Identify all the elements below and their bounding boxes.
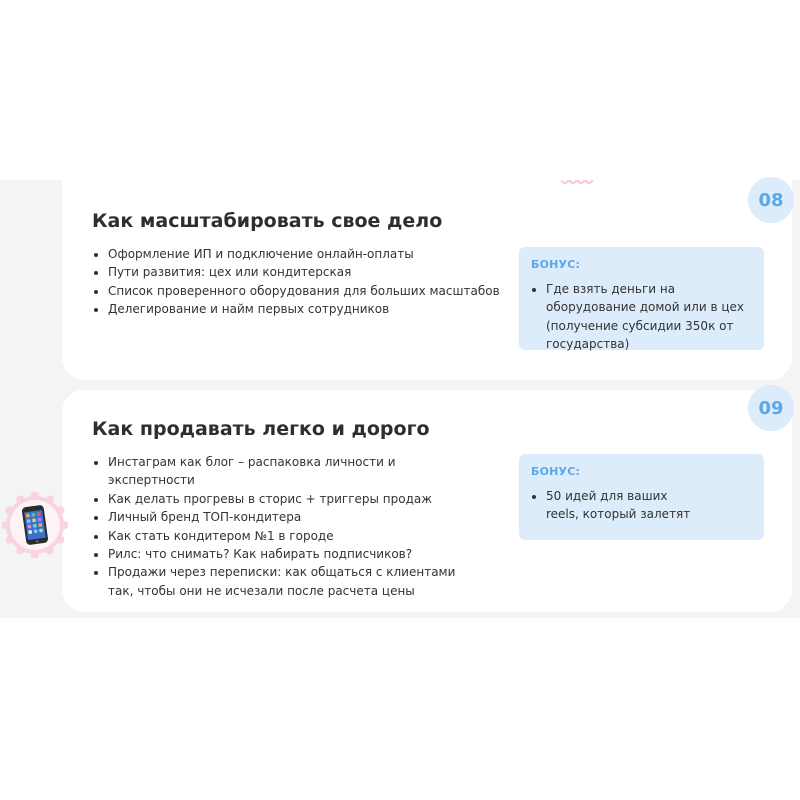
list-item: • Список проверенного оборудования для больших масштабов bbox=[108, 282, 518, 300]
list-item: • Делегирование и найм первых сотрудников bbox=[108, 300, 518, 318]
phone-badge bbox=[2, 492, 68, 558]
list-item: • Инстаграм как блог – распаковка личности и экспертности bbox=[108, 453, 478, 490]
bonus-label: БОНУС: bbox=[531, 258, 581, 271]
module-topic-list bbox=[90, 245, 518, 319]
list-item: • Пути развития: цех или кондитерская bbox=[108, 263, 518, 281]
module-card-08 bbox=[62, 180, 792, 380]
scallop-decoration bbox=[561, 180, 593, 186]
module-number-badge: 09 bbox=[748, 385, 794, 431]
list-item: • Рилс: что снимать? Как набирать подписчиков? bbox=[108, 545, 478, 563]
bonus-list bbox=[531, 487, 752, 524]
module-card-09 bbox=[62, 390, 792, 612]
list-item: • Личный бренд ТОП-кондитера bbox=[108, 508, 478, 526]
bonus-box bbox=[519, 247, 764, 350]
list-item: • Как делать прогревы в сторис + триггеры продаж bbox=[108, 490, 478, 508]
module-number-badge: 08 bbox=[748, 177, 794, 223]
module-title: Как масштабировать свое дело bbox=[92, 210, 443, 232]
list-item: • Оформление ИП и подключение онлайн-оплаты bbox=[108, 245, 518, 263]
module-title: Как продавать легко и дорого bbox=[92, 418, 430, 440]
bonus-label: БОНУС: bbox=[531, 465, 581, 478]
bonus-box bbox=[519, 454, 764, 540]
bonus-list bbox=[531, 280, 752, 354]
list-item: • 50 идей для ваших reels, который залетят bbox=[546, 487, 696, 524]
list-item: • Продажи через переписки: как общаться с клиентами так, чтобы они не исчезали после расчета цены bbox=[108, 563, 478, 600]
module-topic-list bbox=[90, 453, 478, 600]
list-item: • Где взять деньги на оборудование домой или в цех (получение субсидии 350к от государства) bbox=[546, 280, 752, 354]
list-item: • Как стать кондитером №1 в городе bbox=[108, 527, 478, 545]
